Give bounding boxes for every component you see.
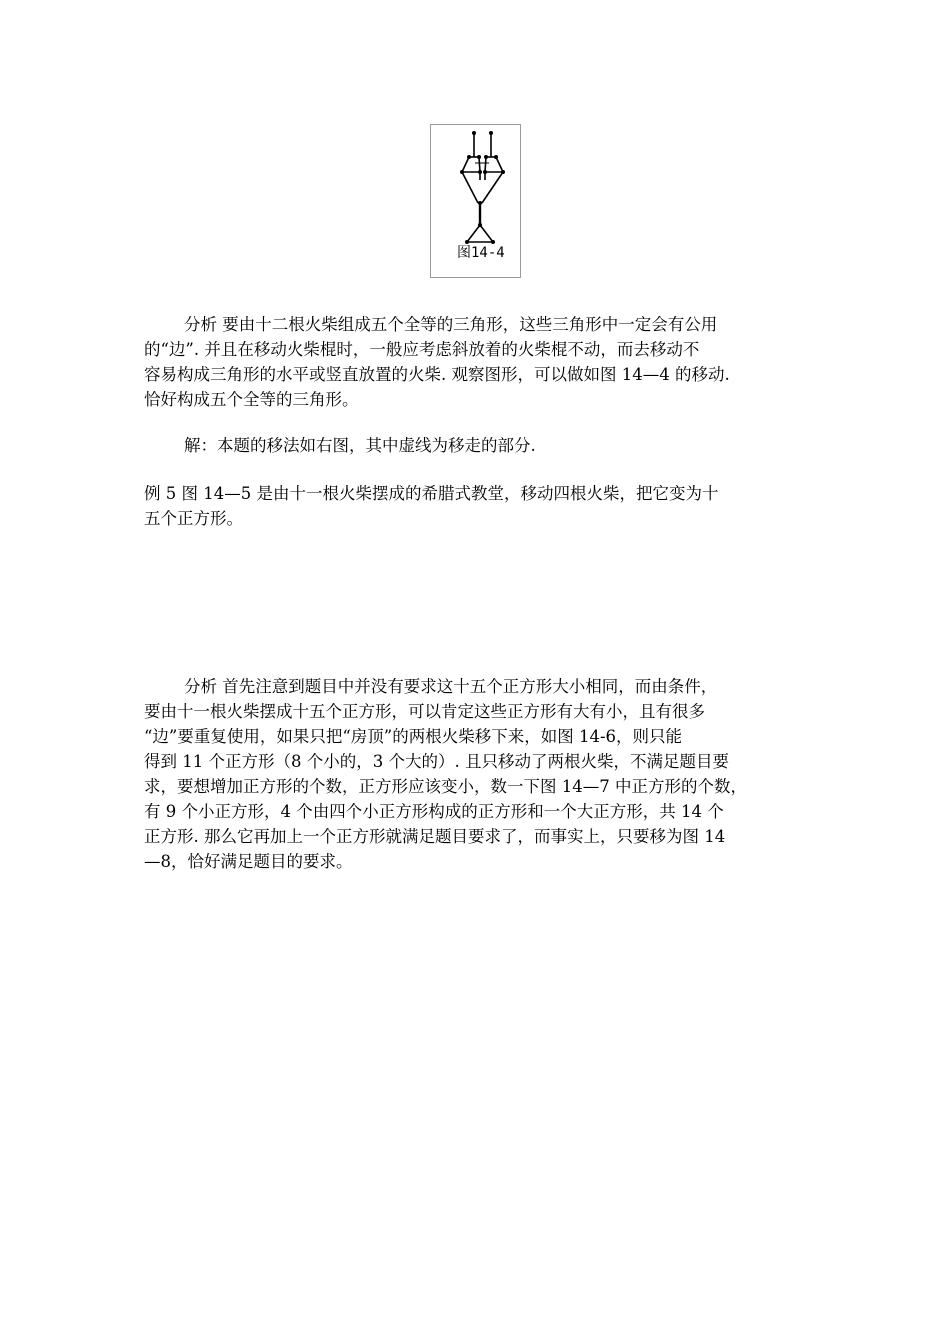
text-line: 有 9 个小正方形，4 个由四个小正方形构成的正方形和一个大正方形，共 14 个 xyxy=(144,802,724,821)
text-line: 容易构成三角形的水平或竖直放置的火柴. 观察图形，可以做如图 14—4 的移动. xyxy=(144,365,730,384)
text-line: 恰好构成五个全等的三角形。 xyxy=(144,390,359,409)
text-line: 分析 要由十二根火柴组成五个全等的三角形，这些三角形中一定会有公用 xyxy=(184,315,718,334)
text-line: 正方形. 那么它再加上一个正方形就满足题目要求了，而事实上，只要移为图 14 xyxy=(144,827,726,846)
text-line: 得到 11 个正方形（8 个小的，3 个大的）. 且只移动了两根火柴，不满足题目要 xyxy=(144,752,729,771)
text-line: 要由十一根火柴摆成十五个正方形，可以肯定这些正方形有大有小，且有很多 xyxy=(144,702,705,721)
text-line: 的“边”. 并且在移动火柴棍时，一般应考虑斜放着的火柴棍不动，而去移动不 xyxy=(144,340,700,359)
analysis-paragraph-2 xyxy=(144,674,814,874)
text-line: “边”要重复使用，如果只把“房顶”的两根火柴移下来，如图 14-6，则只能 xyxy=(144,727,683,746)
text-line: —8，恰好满足题目的要求。 xyxy=(144,852,353,871)
text-line: 分析 首先注意到题目中并没有要求这十五个正方形大小相同，而由条件， xyxy=(184,677,718,696)
text-line: 例 5 图 14—5 是由十一根火柴摆成的希腊式教堂，移动四根火柴，把它变为十 xyxy=(144,484,719,503)
text-line: 求，要想增加正方形的个数，正方形应该变小，数一下图 14—7 中正方形的个数， xyxy=(144,777,747,796)
matchstick-lines xyxy=(462,133,503,242)
figure-14-4 xyxy=(430,124,521,278)
solution-paragraph xyxy=(144,433,814,458)
figure-caption: 图14-4 xyxy=(457,245,505,261)
example-5-paragraph xyxy=(144,481,814,531)
analysis-paragraph-1 xyxy=(144,312,814,412)
text-line: 解：本题的移法如右图，其中虚线为移走的部分. xyxy=(184,436,536,455)
text-line: 五个正方形。 xyxy=(144,509,243,528)
